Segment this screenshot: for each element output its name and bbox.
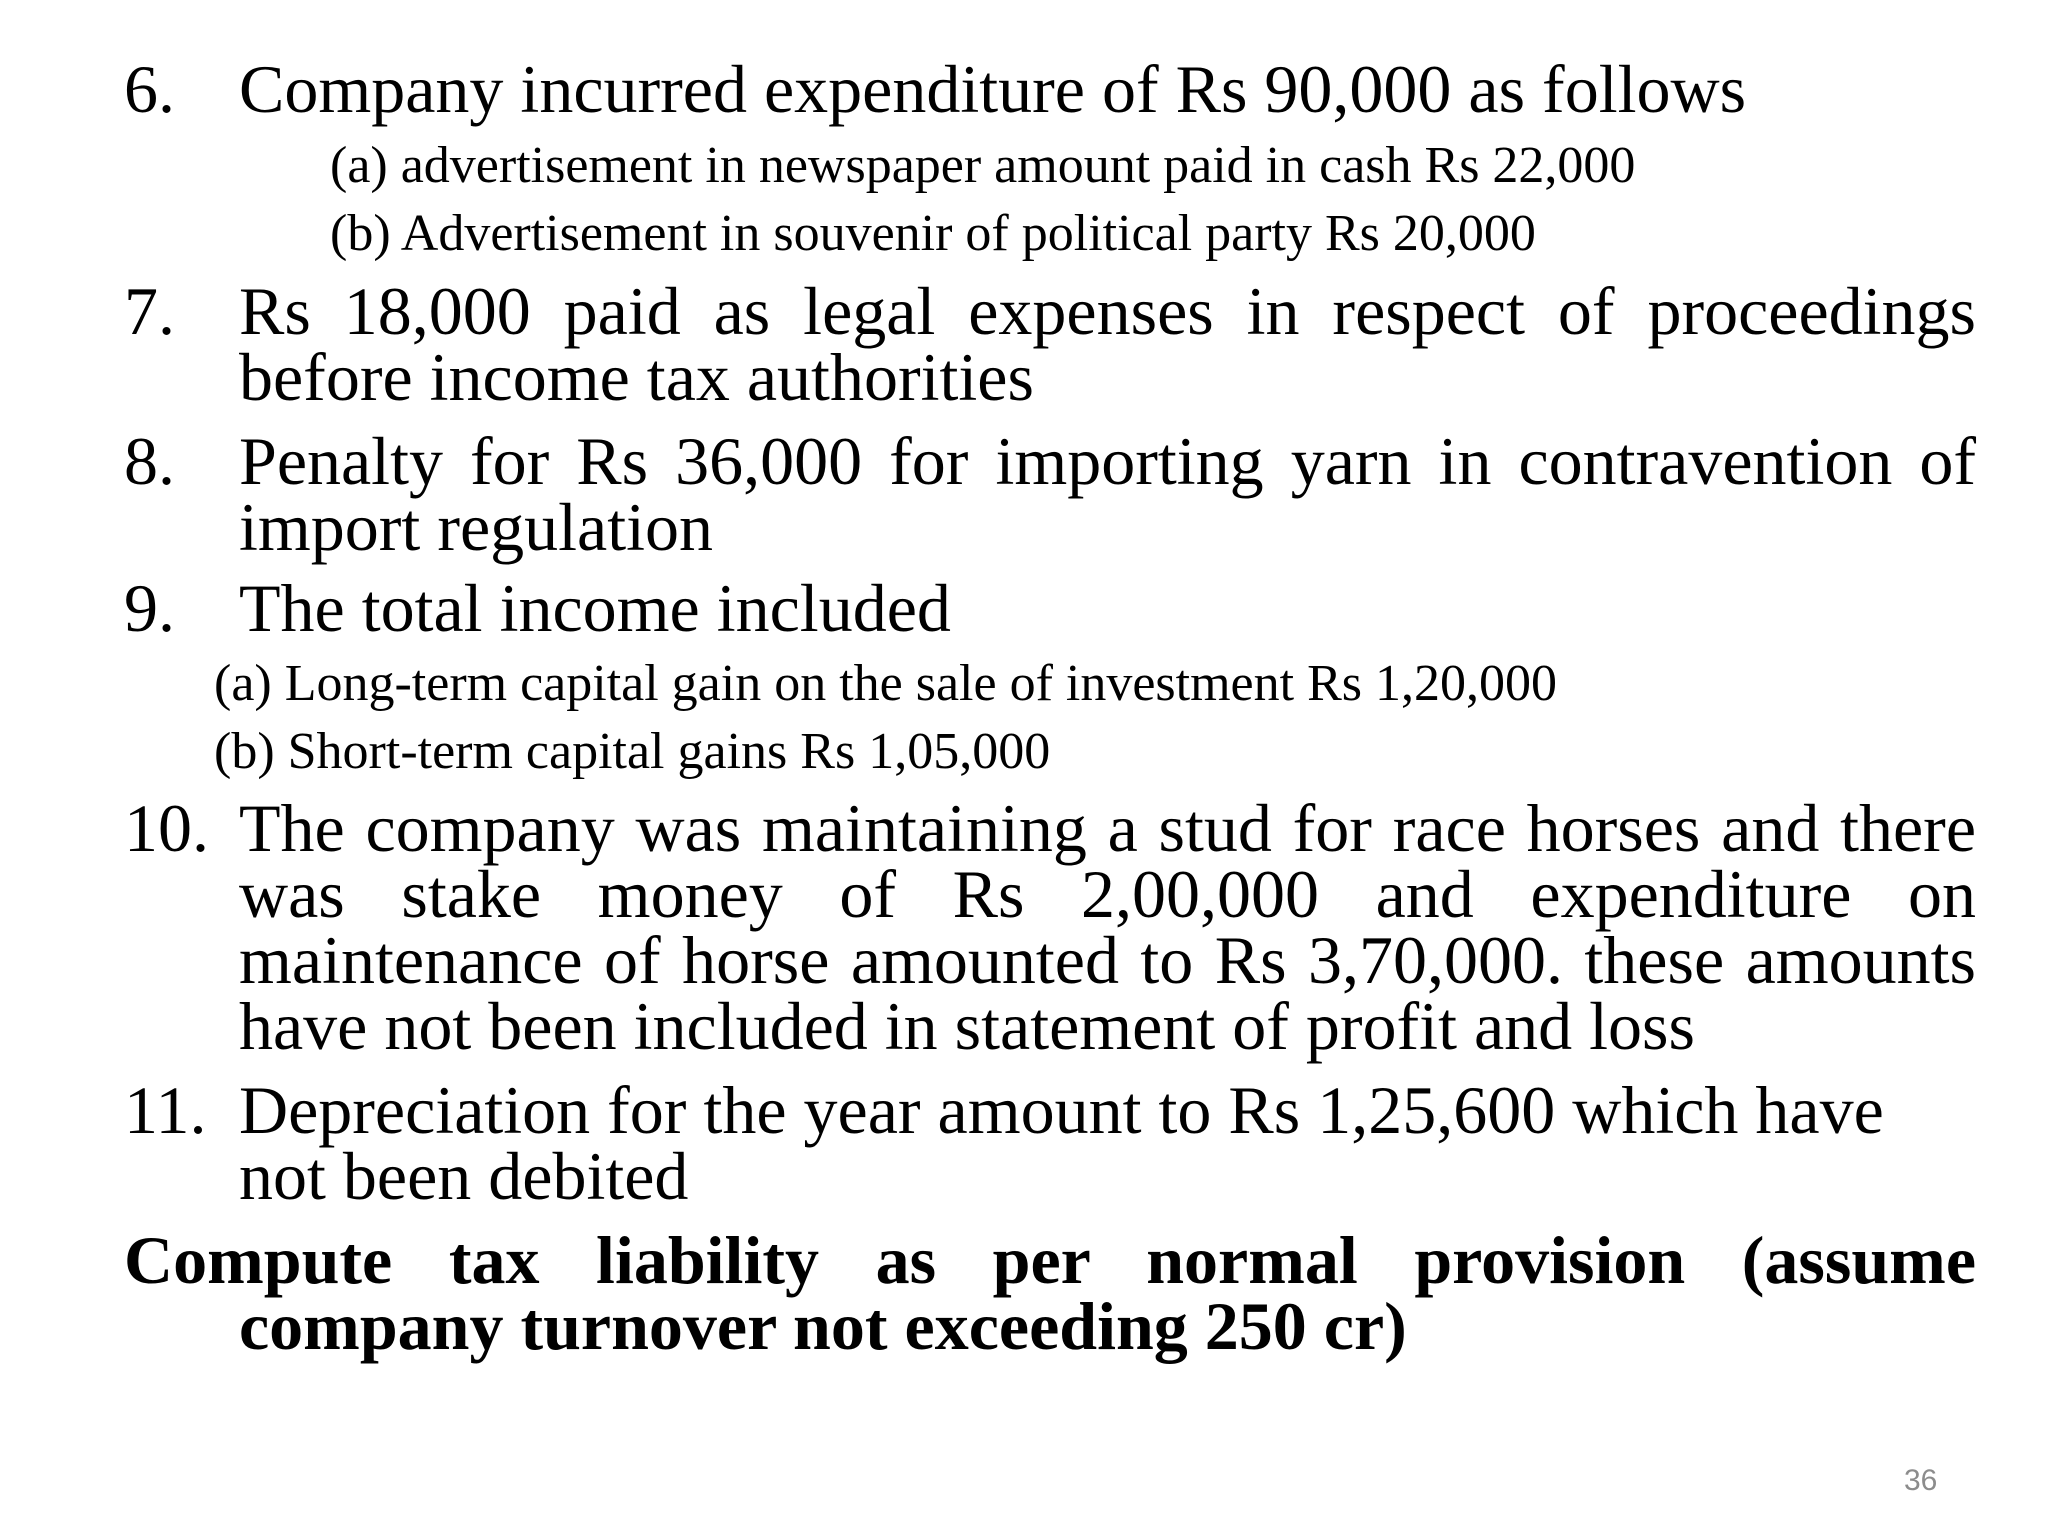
list-item-9 — [124, 570, 1976, 646]
compute-instruction-line1: Compute tax liability as per normal provision (assume — [124, 1222, 1976, 1298]
list-item-6 — [124, 51, 1976, 127]
compute-instruction — [124, 1222, 1976, 1364]
list-item-8 — [124, 423, 1976, 565]
list-item-text: Depreciation for the year amount to Rs 1,25,600 which have not been debited — [239, 1072, 1884, 1214]
list-item-text: Penalty for Rs 36,000 for importing yarn in contravention of import regulation — [239, 423, 1976, 565]
compute-instruction-line2: company turnover not exceeding 250 cr) — [239, 1288, 1407, 1364]
list-item-text: The company was maintaining a stud for race horses and there was stake money of Rs 2,00,000 and expenditure on maintenance of horse amounted to Rs 3,70,000. these amounts have not been included in statement of profit and loss — [239, 790, 1976, 1064]
sub-item-6b: (b) Advertisement in souvenir of political party Rs 20,000 — [330, 205, 1536, 262]
list-item-number: 6. — [124, 51, 175, 127]
list-item-10 — [124, 790, 1976, 1064]
list-item-text: Company incurred expenditure of Rs 90,000 as follows — [239, 51, 1747, 127]
sub-item-6a: (a) advertisement in newspaper amount paid in cash Rs 22,000 — [330, 137, 1636, 194]
list-item-text: The total income included — [239, 570, 951, 646]
list-item-7 — [124, 273, 1976, 415]
sub-item-9b: (b) Short-term capital gains Rs 1,05,000 — [214, 723, 1051, 780]
list-item-11 — [124, 1072, 1976, 1214]
list-item-number: 7. — [124, 273, 175, 349]
sub-item-9a: (a) Long-term capital gain on the sale of investment Rs 1,20,000 — [214, 655, 1557, 712]
list-item-number: 9. — [124, 570, 175, 646]
list-item-number: 10. — [124, 790, 209, 866]
list-item-number: 8. — [124, 423, 175, 499]
list-item-number: 11. — [124, 1072, 207, 1148]
page-number: 36 — [1904, 1464, 1938, 1497]
list-item-text: Rs 18,000 paid as legal expenses in respect of proceedings before income tax authorities — [239, 273, 1976, 415]
